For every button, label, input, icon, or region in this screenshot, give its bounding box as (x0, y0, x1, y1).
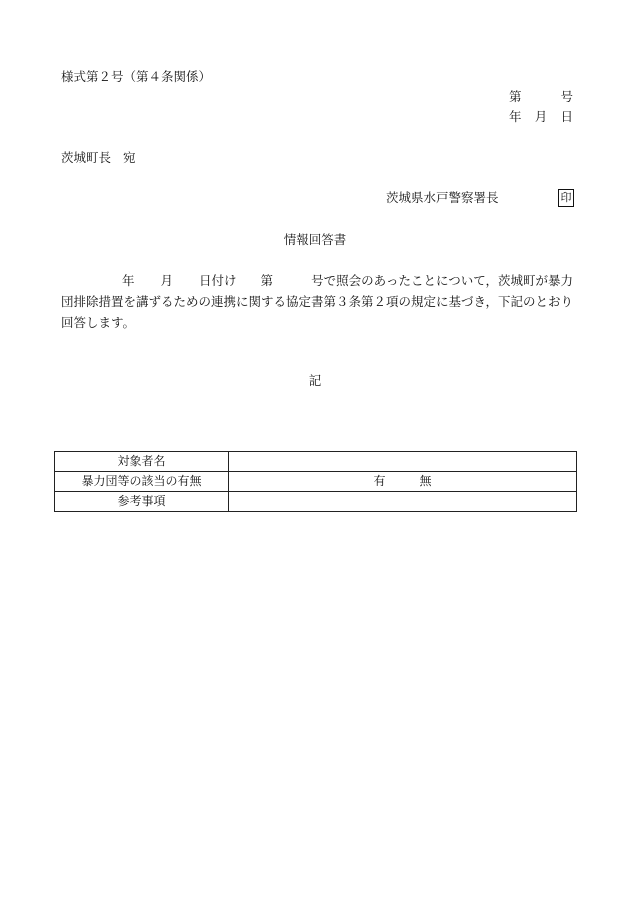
row-value-subject-name (229, 452, 577, 472)
body-line-1-rest: 号で照会のあったことについて，茨城町が暴力 (311, 273, 573, 288)
body-line-3: 回答します。 (61, 315, 136, 330)
table-row (55, 492, 577, 512)
record-heading: 記 (308, 373, 322, 388)
date-day: 日 (560, 109, 573, 124)
row-label-gang-status: 暴力団等の該当の有無 (55, 472, 229, 492)
body-text (61, 270, 576, 333)
document-date-line (509, 109, 573, 125)
body-number-prefix: 第 (260, 273, 274, 288)
body-dated: 日付け (199, 273, 237, 288)
date-year: 年 (509, 109, 522, 124)
info-table (54, 451, 577, 512)
body-line-1 (61, 270, 576, 291)
row-value-gang-status (229, 472, 577, 492)
row-label-reference: 参考事項 (55, 492, 229, 512)
document-number-line (509, 89, 573, 105)
body-year: 年 (122, 273, 135, 288)
addressee (61, 150, 136, 166)
option-no: 無 (419, 474, 432, 488)
date-month: 月 (534, 109, 548, 124)
body-line-2: 団排除措置を講ずるための連携に関する協定書第３条第２項の規定に基づき，下記のとおり (61, 294, 574, 309)
form-number: 様式第２号（第４条関係） (61, 69, 212, 84)
body-month: 月 (160, 273, 174, 288)
table-row (55, 452, 577, 472)
document-title: 情報回答書 (283, 232, 347, 247)
number-suffix: 号 (560, 89, 573, 104)
option-yes: 有 (373, 474, 386, 488)
addressee-name: 茨城町長 (61, 150, 112, 165)
addressee-honorific: 宛 (123, 150, 136, 165)
number-prefix: 第 (509, 89, 522, 104)
row-value-reference (229, 492, 577, 512)
row-label-subject-name: 対象者名 (55, 452, 229, 472)
table-row (55, 472, 577, 492)
seal-mark: 印 (558, 189, 574, 207)
sender-name: 茨城県水戸警察署長 (386, 190, 499, 205)
